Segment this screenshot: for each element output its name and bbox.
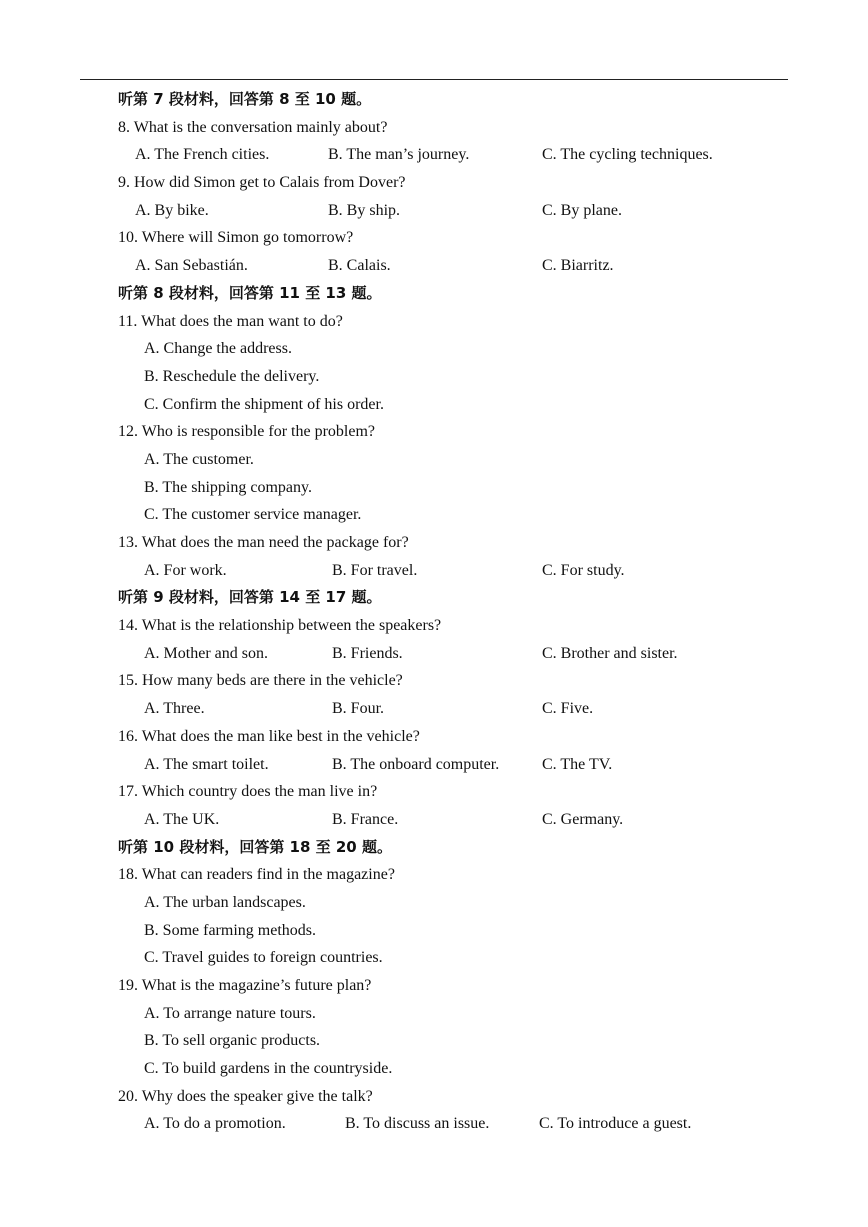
question-text: 8. What is the conversation mainly about? [118, 118, 388, 136]
answer-option: B. France. [332, 810, 399, 828]
question-text: 13. What does the man need the package for? [118, 534, 409, 551]
answer-option: B. To sell organic products. [144, 1032, 321, 1050]
answer-option: B. Calais. [328, 257, 391, 275]
answer-options-row [118, 557, 818, 585]
answer-options-row [118, 141, 818, 169]
answer-option: C. Germany. [542, 810, 624, 828]
answer-option: B. Four. [332, 700, 385, 718]
question-text: 17. Which country does the man live in? [118, 783, 378, 801]
section-header: 听第 9 段材料，回答第 14 至 17 题。 [118, 588, 382, 607]
section-header: 听第 10 段材料，回答第 18 至 20 题。 [118, 837, 392, 856]
section-header: 听第 7 段材料，回答第 8 至 10 题。 [118, 90, 372, 108]
answer-options-row [118, 252, 818, 280]
question-text: 19. What is the magazine’s future plan? [118, 977, 372, 994]
answer-option: A. By bike. [135, 201, 209, 219]
answer-option: B. Some farming methods. [144, 921, 316, 939]
question-text: 9. How did Simon get to Calais from Dover? [118, 174, 406, 192]
answer-option: B. To discuss an issue. [345, 1115, 490, 1133]
question-text: 11. What does the man want to do? [118, 312, 343, 330]
question-text: 20. Why does the speaker give the talk? [118, 1087, 373, 1105]
answer-option: A. For work. [144, 561, 227, 579]
exam-content [118, 86, 818, 1138]
answer-option: B. Friends. [332, 644, 403, 662]
answer-option: C. Brother and sister. [542, 644, 678, 662]
question-text: 12. Who is responsible for the problem? [118, 423, 375, 441]
answer-option: C. For study. [542, 561, 625, 579]
answer-option: A. The customer. [144, 450, 254, 468]
question-text: 10. Where will Simon go tomorrow? [118, 229, 354, 247]
answer-option: A. To arrange nature tours. [144, 1004, 316, 1022]
top-rule [80, 79, 788, 80]
answer-option: C. Biarritz. [542, 257, 614, 275]
answer-option: A. San Sebastián. [135, 257, 248, 275]
answer-option: A. The smart toilet. [144, 755, 269, 773]
answer-option: C. The customer service manager. [144, 506, 362, 524]
answer-option: B. The shipping company. [144, 478, 312, 496]
answer-option: C. To build gardens in the countryside. [144, 1060, 393, 1078]
question-text: 15. How many beds are there in the vehicle? [118, 672, 403, 690]
question-text: 16. What does the man like best in the vehicle? [118, 727, 420, 745]
answer-option: C. Five. [542, 700, 594, 718]
answer-option: C. The cycling techniques. [542, 146, 713, 164]
answer-option: B. For travel. [332, 561, 418, 579]
answer-options-row [118, 806, 818, 834]
answer-option: C. By plane. [542, 201, 622, 219]
question-text: 14. What is the relationship between the speakers? [118, 617, 442, 635]
answer-options-row [118, 751, 818, 779]
answer-option: A. Change the address. [144, 340, 292, 358]
answer-options-row [118, 197, 818, 225]
answer-option: A. The French cities. [135, 146, 270, 164]
answer-option: A. Mother and son. [144, 644, 268, 662]
answer-option: B. The onboard computer. [332, 755, 500, 773]
answer-option: A. Three. [144, 700, 205, 718]
answer-option: C. Confirm the shipment of his order. [144, 395, 384, 413]
answer-option: A. To do a promotion. [144, 1115, 286, 1133]
answer-option: A. The urban landscapes. [144, 893, 306, 911]
answer-options-row [118, 640, 818, 668]
answer-option: B. By ship. [328, 201, 401, 219]
answer-option: B. Reschedule the delivery. [144, 367, 320, 385]
answer-option: C. The TV. [542, 755, 613, 773]
answer-options-row [118, 1110, 818, 1138]
answer-option: A. The UK. [144, 810, 220, 828]
section-header: 听第 8 段材料，回答第 11 至 13 题。 [118, 283, 382, 302]
answer-option: C. Travel guides to foreign countries. [144, 949, 383, 967]
question-text: 18. What can readers find in the magazine? [118, 866, 395, 884]
answer-options-row [118, 695, 818, 723]
answer-option: B. The man’s journey. [328, 146, 470, 164]
answer-option: C. To introduce a guest. [539, 1115, 692, 1133]
